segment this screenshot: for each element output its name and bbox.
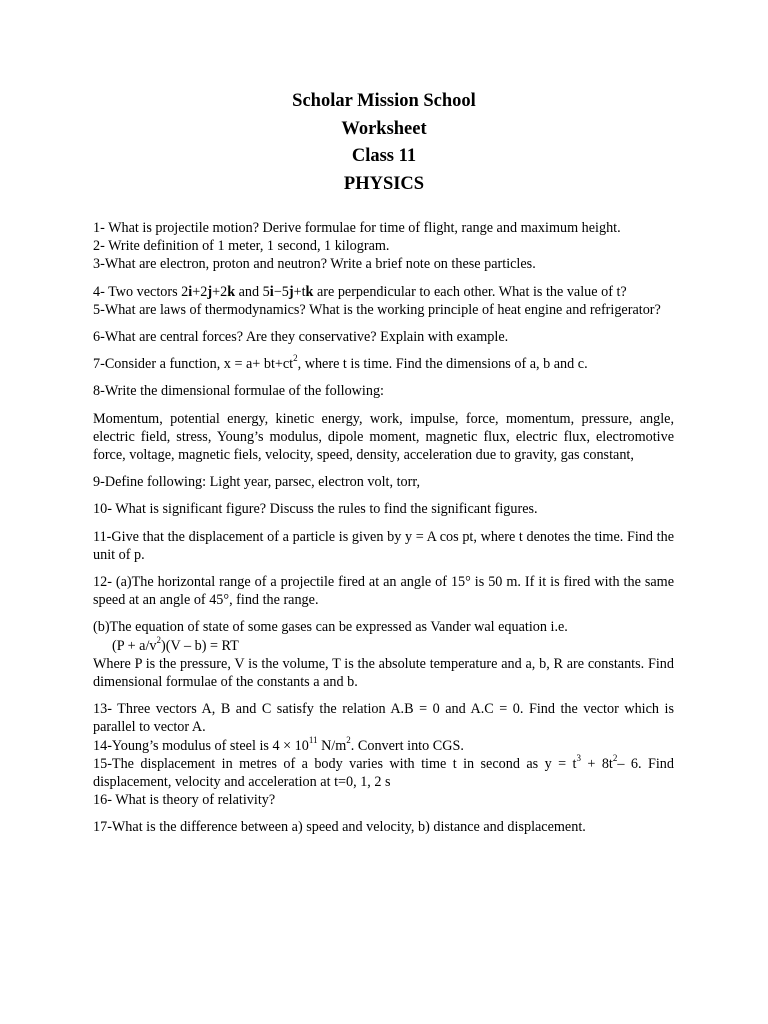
question-1: 1- What is projectile motion? Derive formulae for time of flight, range and maximum height. <box>93 220 621 236</box>
question-13: 13- Three vectors A, B and C satisfy the relation A.B = 0 and A.C = 0. Find the vector which is parallel to vector A. <box>93 701 674 736</box>
question-12b: (b)The equation of state of some gases can be expressed as Vander wal equation i.e. <box>93 619 568 636</box>
question-17: 17-What is the difference between a) speed and velocity, b) distance and displacement. <box>93 819 586 836</box>
question-4: 4- Two vectors 2i+2j+2k and 5i−5j+tk are perpendicular to each other. What is the value of t? <box>93 283 627 300</box>
vander-waal-equation: $(P + a/v^2)(V - b)$ = RT <box>112 634 239 654</box>
question-5: 5-What are laws of thermodynamics? What is the working principle of heat engine and refrigerator? <box>93 301 661 318</box>
question-8: 8-Write the dimensional formulae of the following: <box>93 383 384 400</box>
question-7: 7-Consider a function, $x = a+ bt+ct^2$, where t is time. Find the dimensions of a, b and c. <box>93 353 588 373</box>
question-2: 2- Write definition of 1 meter, 1 second, 1 kilogram. <box>93 238 390 255</box>
question-15: 15-The displacement in metres of a body varies with time t in second as $y = t^3 + 8t^2-$ 6. Find displacement, velocity and acceleration at t=0, 1, 2 s <box>93 753 674 791</box>
question-list <box>93 219 674 837</box>
question-16: 16- What is theory of relativity? <box>93 792 276 809</box>
question-10: 10- What is significant figure? Discuss the rules to find the significant figures. <box>93 501 538 518</box>
question-11: 11-Give that the displacement of a particle is given by y = A cos pt, where t denotes the time. Find the unit of p. <box>93 528 674 563</box>
school-name: Scholar Mission School <box>292 91 476 111</box>
question-12b-tail: Where P is the pressure, V is the volume, T is the absolute temperature and a, b, R are constants. Find dimensional formulae of the constants a and b. <box>93 655 674 691</box>
question-9: 9-Define following: Light year, parsec, electron volt, torr, <box>93 474 421 491</box>
document-type: Worksheet <box>341 118 427 139</box>
question-8-list: Momentum, potential energy, kinetic energy, work, impulse, force, momentum, pressure, angle, electric field, stress, Young’s modulus, dipole moment, magnetic flux, electric flux, electromotive force, voltage, magnetic fiels, velocity, speed, density, acceleration due to gravity, gas constant, <box>93 410 674 464</box>
subject-title: PHYSICS <box>343 173 425 194</box>
question-14: 14-Young’s modulus of steel is $4 \times 10^{11}$ $N/m^2$. Convert into CGS. <box>93 734 464 754</box>
worksheet-header <box>0 88 768 198</box>
question-6: 6-What are central forces? Are they conservative? Explain with example. <box>93 329 509 346</box>
class-label: Class 11 <box>351 146 417 166</box>
question-3: 3-What are electron, proton and neutron? Write a brief note on these particles. <box>93 256 536 273</box>
question-12a: 12- (a)The horizontal range of a projectile fired at an angle of 15° is 50 m. If it is fired with the same speed at an angle of 45°, find the range. <box>93 574 674 609</box>
